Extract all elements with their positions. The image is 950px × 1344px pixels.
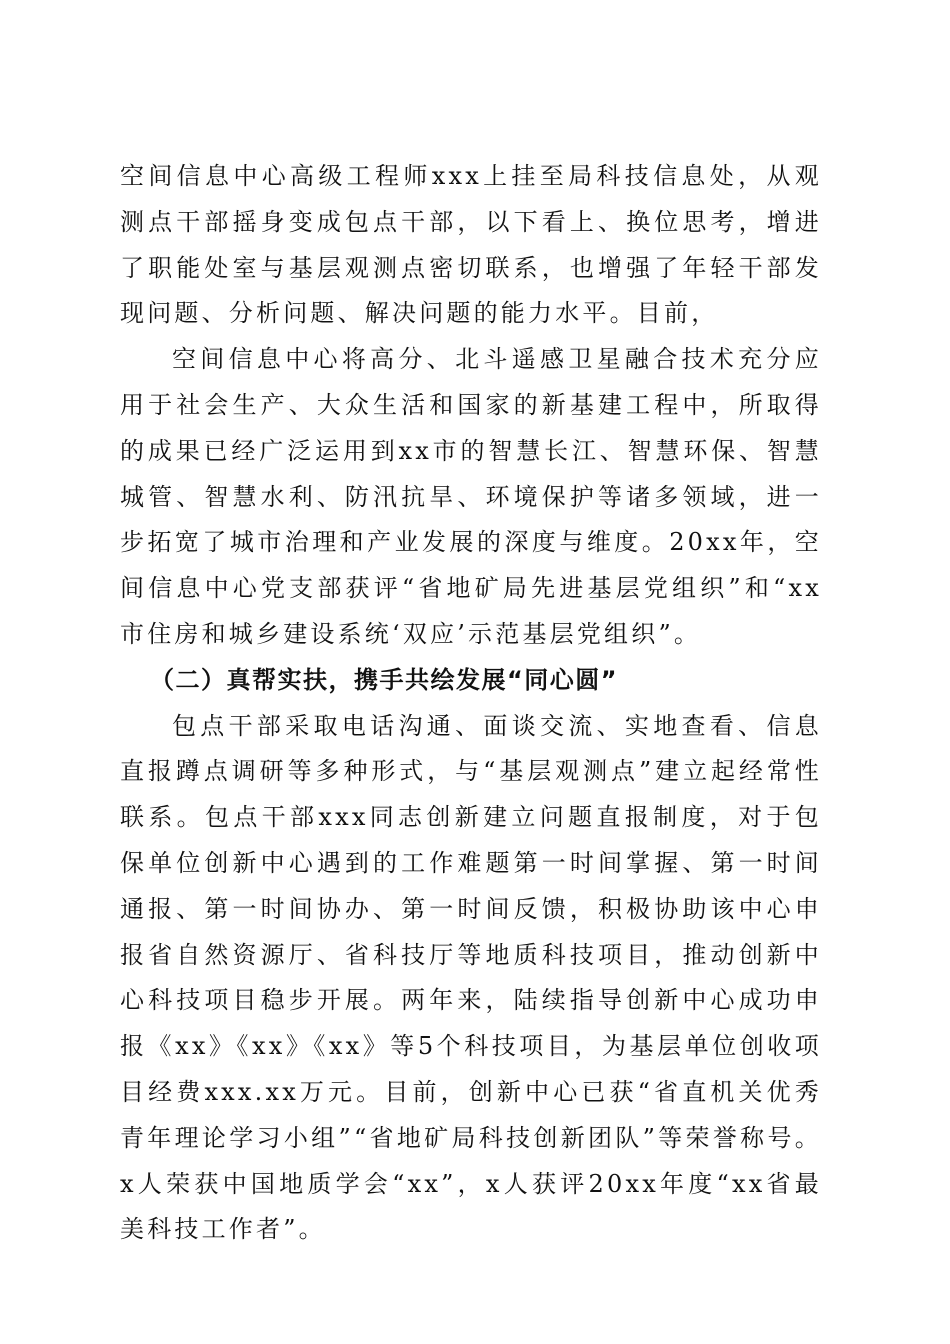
paragraph-space-info-center: 空间信息中心将高分、北斗遥感卫星融合技术充分应用于社会生产、大众生活和国家的新基建工程中，所取得的成果已经广泛运用到xx市的智慧长江、智慧环保、智慧城管、智慧水利、防汛抗旱、环境保护等诸多领域，进一步拓宽了城市治理和产业发展的深度与维度。20xx年，空间信息中心党支部获评“省地矿局先进基层党组织”和“xx市住房和城乡建设系统‘双应’示范基层党组织”。 xyxy=(120,345,822,648)
paragraph-continuation: 空间信息中心高级工程师xxx上挂至局科技信息处，从观测点干部摇身变成包点干部，以下看上、换位思考，增进了职能处室与基层观测点密切联系，也增强了年轻干部发现问题、分析问题、解决问题的能力水平。目前， xyxy=(120,162,822,328)
document-body xyxy=(120,154,822,1253)
paragraph-assistance: 包点干部采取电话沟通、面谈交流、实地查看、信息直报蹲点调研等多种形式，与“基层观测点”建立起经常性联系。包点干部xxx同志创新建立问题直报制度，对于包保单位创新中心遇到的工作难题第一时间掌握、第一时间通报、第一时间协办、第一时间反馈，积极协助该中心申报省自然资源厅、省科技厅等地质科技项目，推动创新中心科技项目稳步开展。两年来，陆续指导创新中心成功申报《xx》《xx》《xx》等5个科技项目，为基层单位创收项目经费xxx.xx万元。目前，创新中心已获“省直机关优秀青年理论学习小组”“省地矿局科技创新团队”等荣誉称号。x人荣获中国地质学会“xx”，x人获评20xx年度“xx省最美科技工作者”。 xyxy=(120,711,822,1244)
section-heading: （二）真帮实扶，携手共绘发展“同心圆” xyxy=(150,665,619,694)
